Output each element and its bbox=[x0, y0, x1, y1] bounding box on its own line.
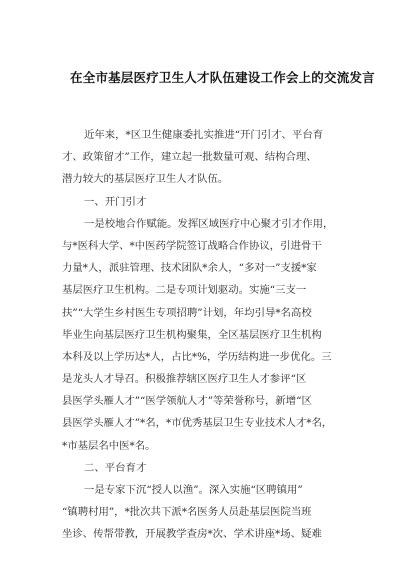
document-title: 在全市基层医疗卫生人才队伍建设工作会上的交流发言 bbox=[70, 70, 375, 85]
document-line: 坐诊、传帮带教，开展教学查房*次、学术讲座*场、疑难 bbox=[62, 528, 322, 541]
document-line: 力量*人，派驻管理、技术团队*余人，“多对一”支援*家 bbox=[62, 262, 317, 275]
document-line: 潜力较大的基层医疗卫生人才队伍。 bbox=[62, 173, 229, 186]
document-line: “镇聘村用”，*批次共下派*名医务人员赴基层医院当班 bbox=[62, 506, 312, 519]
document-line: 县医学头雁人才”*名，*市优秀基层卫生专业技术人才*名， bbox=[62, 417, 333, 430]
document-line: 一是校地合作赋能。发挥区域医疗中心聚才引才作用， bbox=[84, 217, 334, 230]
document-line: 扶”“大学生乡村医生专项招聘”计划，年均引导*名高校 bbox=[62, 306, 312, 319]
document-line: 二、平台育才 bbox=[84, 461, 147, 474]
document-line: 一是专家下沉“授人以渔”。深入实施“区聘镇用” bbox=[84, 484, 303, 496]
document-line: 基层医疗卫生机构。二是专项计划驱动。实施“三支一 bbox=[62, 284, 307, 297]
document-line: 才、政策留才”工作，建立起一批数量可观、结构合理、 bbox=[62, 151, 317, 164]
document-line: 与*医科大学、*中医药学院签订战略合作协议，引进骨干 bbox=[62, 239, 322, 252]
document-line: 一、开门引才 bbox=[84, 195, 147, 208]
document-line: 毕业生向基层医疗卫生机构聚集，全区基层医疗卫生机构 bbox=[62, 328, 322, 341]
document-line: 本科及以上学历达*人，占比*%，学历结构进一步优化。三 bbox=[62, 350, 332, 363]
document-line: 是龙头人才导召。积极推荐辖区医疗卫生人才参评“区 bbox=[62, 373, 307, 386]
document-line: 近年来，*区卫生健康委扎实推进“开门引才、平台育 bbox=[84, 129, 324, 141]
document-line: *市基层名中医*名。 bbox=[62, 439, 156, 452]
document-line: 县医学头雁人才”“医学领航人才”等荣誉称号，新增“区 bbox=[62, 395, 312, 408]
document-body bbox=[62, 124, 366, 546]
